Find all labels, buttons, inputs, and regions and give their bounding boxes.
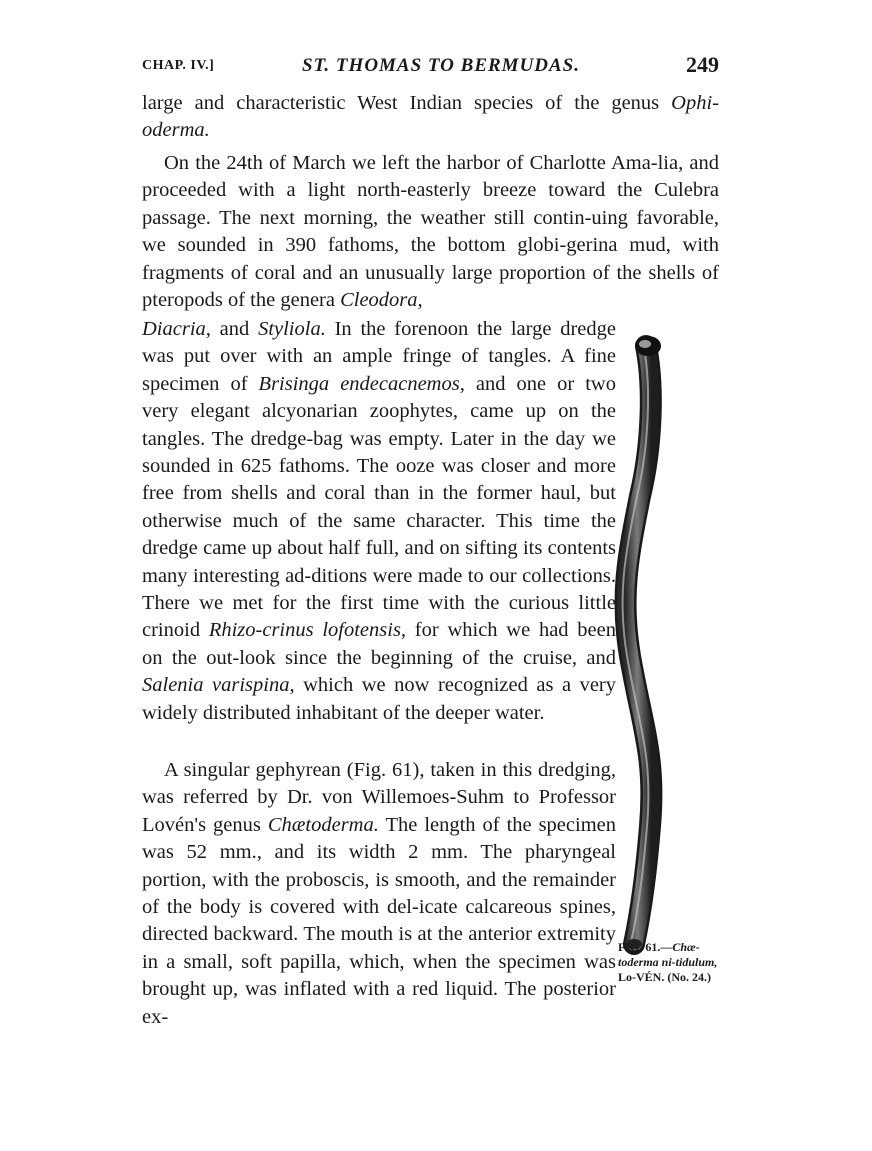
chapter-label: CHAP. IV.]	[142, 58, 215, 73]
text-run: for which we had been on the out-look since the beginning of the cruise, and	[142, 619, 617, 669]
text-run: A singular gephyrean (Fig. 61), taken in this dredging, was referred by Dr. von Willemoes-Suhm to Professor Lovén's genus	[142, 759, 616, 836]
text-run: On the 24th of March we left the harbor of Charlotte Ama-lia, and proceeded with a light north-easterly breeze toward the Culebra passage. The next morning, the weather still contin-uing favorable, we sounded in 390 fathoms, the bottom globi-gerina mud, with fragments of coral and an unusually large proportion of the shells of pteropods of the genera	[142, 152, 719, 312]
genus-name: Cleodora,	[340, 289, 423, 312]
figure-caption	[618, 940, 718, 985]
paragraph-dredging	[142, 316, 616, 727]
genus-name: Ophi-oderma.	[142, 92, 719, 142]
page-number: 249	[686, 52, 719, 77]
text-run: The length of the specimen was 52 mm., and its width 2 mm. The pharyngeal portion, with the proboscis, is smooth, and the remainder of the body is covered with del-icate calcareous spines, directed backward. The mouth is at the anterior extremity in a small, soft papilla, which, when the specimen was brought up, was inflated with a red liquid. The posterior ex-	[142, 813, 616, 1028]
text-run: which we now recognized as a very widely distributed inhabitant of the deeper water.	[142, 674, 616, 724]
figure-species: Chæ-toderma ni-tidulum,	[618, 940, 718, 969]
paragraph-gephyrean	[142, 757, 616, 1031]
paragraph-continued	[142, 90, 719, 145]
genus-name: Styliola.	[258, 318, 326, 340]
genus-name: Chætoderma.	[267, 813, 379, 836]
page-header	[142, 52, 719, 82]
figure-author: Lo-VÉN.	[618, 970, 665, 984]
text-run: and one or two very elegant alcyonarian zoophytes, came up on the tangles. The dredge-bag was empty. Later in the day we sounded in 625 fathoms. The ooze was closer and more free from shells and coral than in the former haul, but otherwise much of the same character. This time the dredge came up about half full, and on sifting its contents many interesting ad-ditions were made to our collections. There we met for the first time with the curious little crinoid	[142, 372, 616, 642]
figure-station: (No. 24.)	[664, 970, 712, 984]
species-name: Brisinga endecacnemos,	[258, 372, 465, 395]
genus-name: Diacria,	[142, 318, 211, 340]
figure-label: FIG. 61.—	[618, 940, 673, 954]
text-run: In the forenoon the large dredge was put over with an ample fringe of tangles. A fine specimen of	[142, 318, 616, 395]
chaetoderma-illustration	[600, 326, 680, 956]
text-run: large and characteristic West Indian species of the genus	[142, 92, 672, 114]
running-title: ST. THOMAS TO BERMUDAS.	[302, 55, 580, 76]
species-name: Salenia varispina,	[142, 674, 295, 697]
species-name: Rhizo-crinus lofotensis,	[208, 619, 407, 642]
paragraph-departure	[142, 150, 719, 314]
text-run: and	[210, 318, 259, 340]
